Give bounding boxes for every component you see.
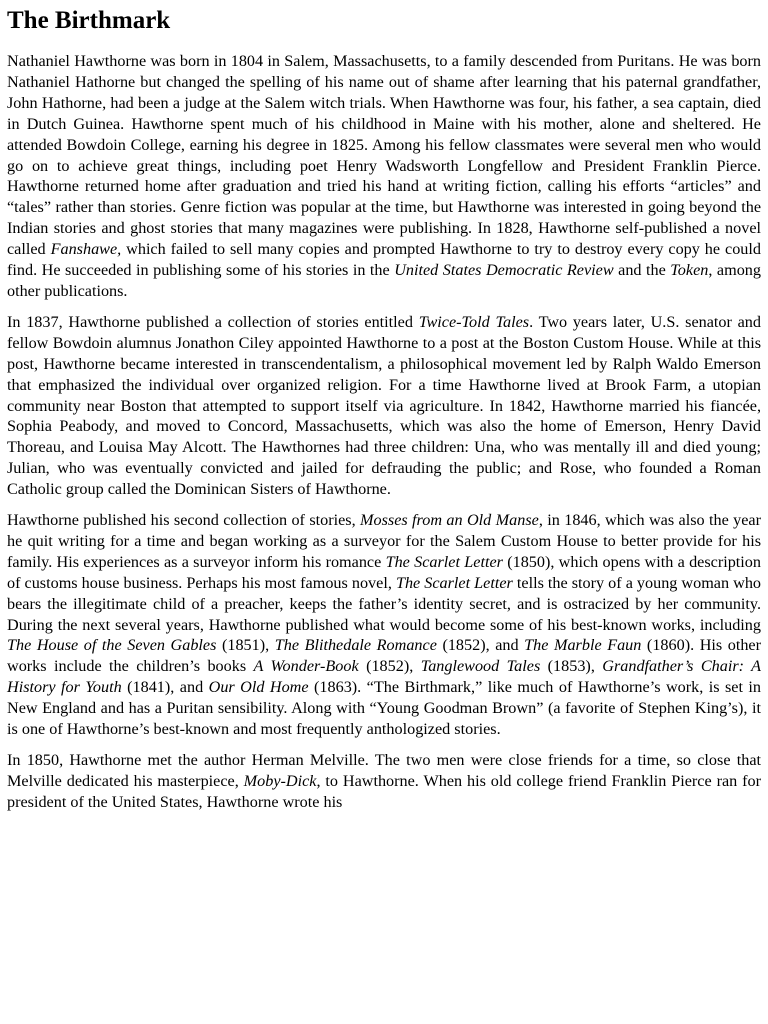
paragraph-text: (1852), and [436,636,525,655]
paragraph-text: In 1837, Hawthorne published a collection of stories entitled [7,312,419,331]
paragraph-text: , among other publications. [7,261,761,300]
paragraph-text: (1860). His other works include the children’s books [7,636,761,676]
page-title: The Birthmark [7,7,171,34]
italic-title-text: Token [670,261,709,280]
italic-title-text: The Scarlet Letter [395,573,513,592]
italic-title-text: The Marble Faun [524,636,642,655]
body-paragraph [7,750,761,813]
paragraph-text: tells the story of a young woman who bears the illegitimate child of a preacher, keeps the father’s identity secret, and is ostracized by her community. During the next several years, Hawthorne published what would become some of his best-known works, including [7,573,762,634]
paragraph-text: , to Hawthorne. When his old college friend Franklin Pierce ran for president of the United States, Hawthorne wrote his [7,771,761,811]
paragraph-text: . Two years later, U.S. senator and fellow Bowdoin alumnus Jonathon Ciley appointed Hawthorne to a post at the Boston Custom House. While at this post, Hawthorne became interested in transcendentalism, a philosophical movement led by Ralph Waldo Emerson that emphasized the individual over organized religion. For a time Hawthorne lived at Brook Farm, a utopian community near Boston that attempted to support itself via agriculture. In 1842, Hawthorne married his fiancée, Sophia Peabody, and moved to Concord, Massachusetts, which was also the home of Emerson, Henry David Thoreau, and Louisa May Alcott. The Hawthornes had three children: Una, who was mentally ill and died young; Julian, who was eventually convicted and jailed for defrauding the public; and Rose, who founded a Roman Catholic group called the Dominican Sisters of Hawthorne. [7,312,761,499]
body-paragraph [7,51,761,302]
italic-title-text: Our Old Home [208,678,309,697]
paragraph-text: (1851), [216,636,275,655]
document-page [7,6,761,823]
italic-title-text: The Scarlet Letter [385,552,503,571]
paragraph-text: Hawthorne published his second collection of stories, [7,511,361,530]
italic-title-text: The Blithedale Romance [274,636,437,655]
body-paragraph [7,510,761,740]
article-body [7,51,761,813]
italic-title-text: Twice-Told Tales [418,312,530,331]
italic-title-text: United States Democratic Review [394,261,614,280]
italic-title-text: Grandfather’s Chair: A History for Youth [7,657,762,697]
paragraph-text: (1852), [358,657,421,676]
italic-title-text: Tanglewood Tales [420,657,541,676]
paragraph-text: and the [613,261,671,280]
paragraph-text: In 1850, Hawthorne met the author Herman Melville. The two men were close friends for a time, so close that Melville dedicated his masterpiece, [7,751,761,790]
paragraph-text: (1863). “The Birthmark,” like much of Hawthorne’s work, is set in New England and has a Puritan sensibility. Along with “Young Goodman Brown” (a favorite of Stephen King’s), it is one of Hawthorne’s best-known and most frequently anthologized stories. [7,678,762,739]
italic-title-text: The House of the Seven Gables [7,636,217,655]
italic-title-text: Mosses from an Old Manse [360,511,539,530]
paragraph-text: , in 1846, which was also the year he quit writing for a time and began working as a surveyor for the Salem Custom House to better provide for his family. His experiences as a surveyor inform his romance [7,511,762,571]
paragraph-text: Nathaniel Hawthorne was born in 1804 in Salem, Massachusetts, to a family descended from Puritans. He was born Nathaniel Hathorne but changed the spelling of his name out of shame after learning that his paternal grandfather, John Hathorne, had been a judge at the Salem witch trials. When Hawthorne was four, his father, a sea captain, died in Dutch Guinea. Hawthorne spent much of his childhood in Maine with his mother, alone and sheltered. He attended Bowdoin College, earning his degree in 1825. Among his fellow classmates were several men who would go on to achieve great things, including poet Henry Wadsworth Longfellow and President Franklin Pierce. Hawthorne returned home after graduation and tried his hand at writing fiction, calling his efforts “articles” and “tales” rather than stories. Genre fiction was popular at the time, but Hawthorne was interested in going beyond the Indian stories and ghost stories that many magazines were publishing. In 1828, Hawthorne self-published a novel called [7,52,761,259]
italic-title-text: A Wonder-Book [253,657,359,676]
paragraph-text: (1850), which opens with a description of customs house business. Perhaps his most famous novel, [7,552,761,592]
paragraph-text: which failed to sell many copies and prompted Hawthorne to try to destroy every copy he could find. He succeeded in publishing some of his stories in the [7,240,761,280]
paragraph-text: (1841), and [121,678,209,697]
italic-title-text: Moby-Dick [243,771,317,790]
italic-title-text: Fanshawe, [50,240,122,259]
body-paragraph [7,312,761,500]
paragraph-text: (1853), [540,657,603,676]
